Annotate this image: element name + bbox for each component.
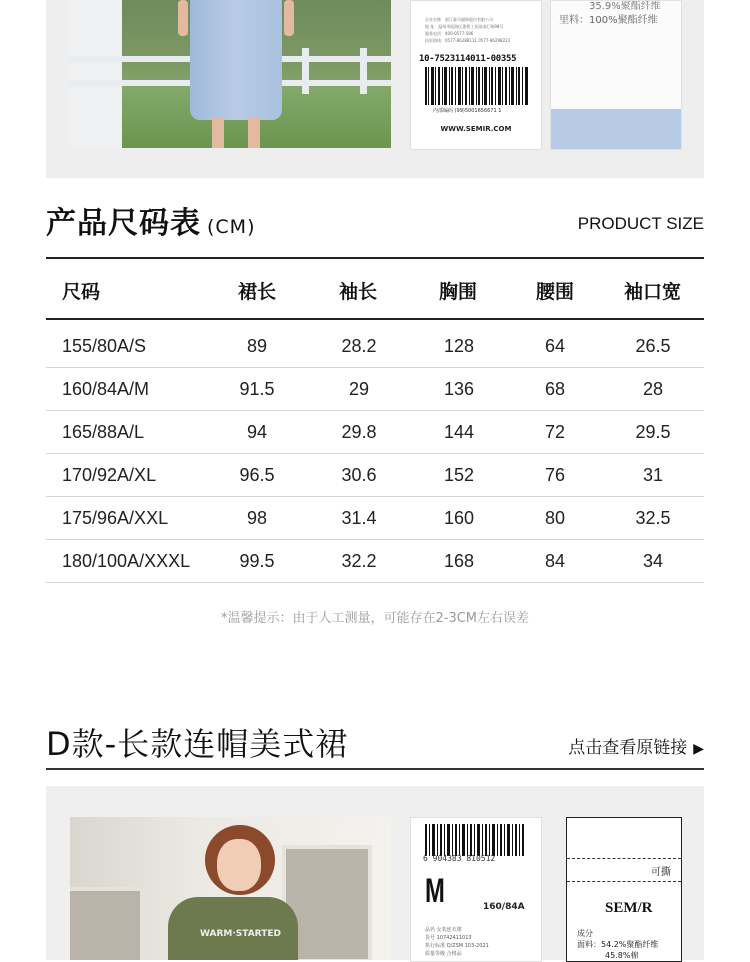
tag-standard: 执行标准 Q/ZSM 103-2021 bbox=[425, 943, 489, 949]
cell-waist: 80 bbox=[544, 508, 566, 528]
dress-photo bbox=[70, 0, 391, 148]
cell-cuff-width: 34 bbox=[642, 551, 664, 571]
cell-cuff-width: 31 bbox=[642, 465, 664, 485]
composition-line-2: 45.8%棉 bbox=[605, 951, 639, 960]
section-d-rule bbox=[46, 768, 704, 770]
size-unit: (CM) bbox=[207, 216, 256, 238]
cell-cuff-width: 29.5 bbox=[635, 422, 671, 442]
cell-waist: 68 bbox=[544, 379, 566, 399]
cell-cuff-width: 28 bbox=[642, 379, 664, 399]
cell-size: 160/84A/M bbox=[62, 379, 150, 399]
cell-skirt-length: 99.5 bbox=[239, 551, 275, 571]
shirt-print: WARM·STARTED bbox=[200, 929, 281, 939]
tag-address-line: 地 址：温州市瓯海区娄桥工业园南汇路98号 bbox=[425, 24, 504, 29]
measurement-note: *温馨提示：由于人工测量，可能存在2-3CM左右误差 bbox=[220, 611, 530, 626]
barcode-icon bbox=[425, 67, 529, 105]
cell-waist: 64 bbox=[544, 336, 566, 356]
header-cuff-width: 袖口宽 bbox=[624, 281, 682, 303]
hooded-dress-photo bbox=[70, 817, 391, 960]
table-row bbox=[46, 539, 704, 583]
cell-sleeve-length: 28.2 bbox=[341, 336, 377, 356]
table-top-rule bbox=[46, 257, 704, 259]
composition-label-tag bbox=[566, 817, 682, 962]
cell-skirt-length: 91.5 bbox=[239, 379, 275, 399]
fabric-line-2: 里料：100%聚酯纤维 bbox=[559, 15, 658, 26]
cell-cuff-width: 32.5 bbox=[635, 508, 671, 528]
header-chest: 胸围 bbox=[439, 281, 478, 303]
composition-title: 成分 bbox=[577, 929, 593, 938]
brand-logo: SEM/R bbox=[605, 900, 653, 916]
cell-chest: 160 bbox=[443, 508, 475, 528]
barcode-number: 10-7523114011-00355 bbox=[419, 54, 517, 64]
tag-size-code: 160/84A bbox=[483, 902, 525, 912]
cell-chest: 168 bbox=[443, 551, 475, 571]
section-d-title: D款-长款连帽美式裙 bbox=[46, 725, 349, 763]
tag-company-line: 企业名称：浙江森马服饰股份有限公司 bbox=[425, 17, 493, 22]
cell-sleeve-length: 29 bbox=[348, 379, 370, 399]
table-row bbox=[46, 453, 704, 497]
internal-code: 内部编码 (99)5001656671 1 bbox=[433, 108, 502, 114]
cell-sleeve-length: 32.2 bbox=[341, 551, 377, 571]
cell-cuff-width: 26.5 bbox=[635, 336, 671, 356]
tag-barcode-number: 6 904383 810512 bbox=[423, 854, 496, 863]
cell-sleeve-length: 31.4 bbox=[341, 508, 377, 528]
cell-sleeve-length: 30.6 bbox=[341, 465, 377, 485]
cell-skirt-length: 89 bbox=[246, 336, 268, 356]
cell-waist: 84 bbox=[544, 551, 566, 571]
cell-size: 180/100A/XXXL bbox=[62, 551, 191, 571]
table-row bbox=[46, 496, 704, 540]
cell-skirt-length: 94 bbox=[246, 422, 268, 442]
header-sleeve-length: 袖长 bbox=[339, 281, 378, 303]
fabric-line-1: 35.9%聚酯纤维 bbox=[589, 1, 661, 12]
cell-chest: 128 bbox=[443, 336, 475, 356]
care-label-tag bbox=[410, 0, 542, 150]
cell-size: 175/96A/XXL bbox=[62, 508, 169, 528]
header-skirt-length: 裙长 bbox=[238, 281, 277, 303]
tag-product-name: 品名 女装连衣裙 bbox=[425, 927, 462, 933]
cell-waist: 72 bbox=[544, 422, 566, 442]
cell-waist: 76 bbox=[544, 465, 566, 485]
table-header-rule bbox=[46, 318, 704, 320]
table-row bbox=[46, 410, 704, 454]
view-original-link[interactable] bbox=[568, 733, 704, 758]
cell-size: 165/88A/L bbox=[62, 422, 145, 442]
tag-size-letter: M bbox=[425, 872, 445, 910]
play-arrow-icon[interactable]: ▶ bbox=[693, 741, 704, 757]
tag-item-number: 货号 10742411013 bbox=[425, 935, 472, 941]
size-label-tag bbox=[410, 817, 542, 962]
composition-line-1: 面料：54.2%聚酯纤维 bbox=[577, 940, 659, 949]
cell-chest: 152 bbox=[443, 465, 475, 485]
tear-off-label: 可撕 bbox=[651, 867, 671, 878]
table-row bbox=[46, 367, 704, 411]
barcode-icon bbox=[425, 824, 525, 856]
header-waist: 腰围 bbox=[536, 281, 575, 303]
tag-grade: 质量等级 合格品 bbox=[425, 951, 462, 957]
fabric-label-tag bbox=[550, 0, 682, 150]
size-title-en: PRODUCT SIZE bbox=[577, 214, 704, 233]
cell-chest: 144 bbox=[443, 422, 475, 442]
tag-hotline-line: 投诉热线：0577-86288111 0577-86298222 bbox=[425, 38, 511, 43]
view-original-link-label[interactable]: 点击查看原链接 bbox=[568, 738, 688, 758]
table-row bbox=[46, 324, 704, 368]
size-table-title bbox=[46, 198, 256, 242]
cell-skirt-length: 96.5 bbox=[239, 465, 275, 485]
cell-chest: 136 bbox=[443, 379, 475, 399]
brand-url: WWW.SEMIR.COM bbox=[440, 125, 512, 133]
cell-size: 170/92A/XL bbox=[62, 465, 157, 485]
tag-service-line: 服务电话：400-0577-586 bbox=[425, 31, 474, 36]
cell-size: 155/80A/S bbox=[62, 336, 147, 356]
size-title-text: 产品尺码表 bbox=[46, 206, 201, 241]
cell-skirt-length: 98 bbox=[246, 508, 268, 528]
cell-sleeve-length: 29.8 bbox=[341, 422, 377, 442]
header-size: 尺码 bbox=[62, 281, 101, 303]
